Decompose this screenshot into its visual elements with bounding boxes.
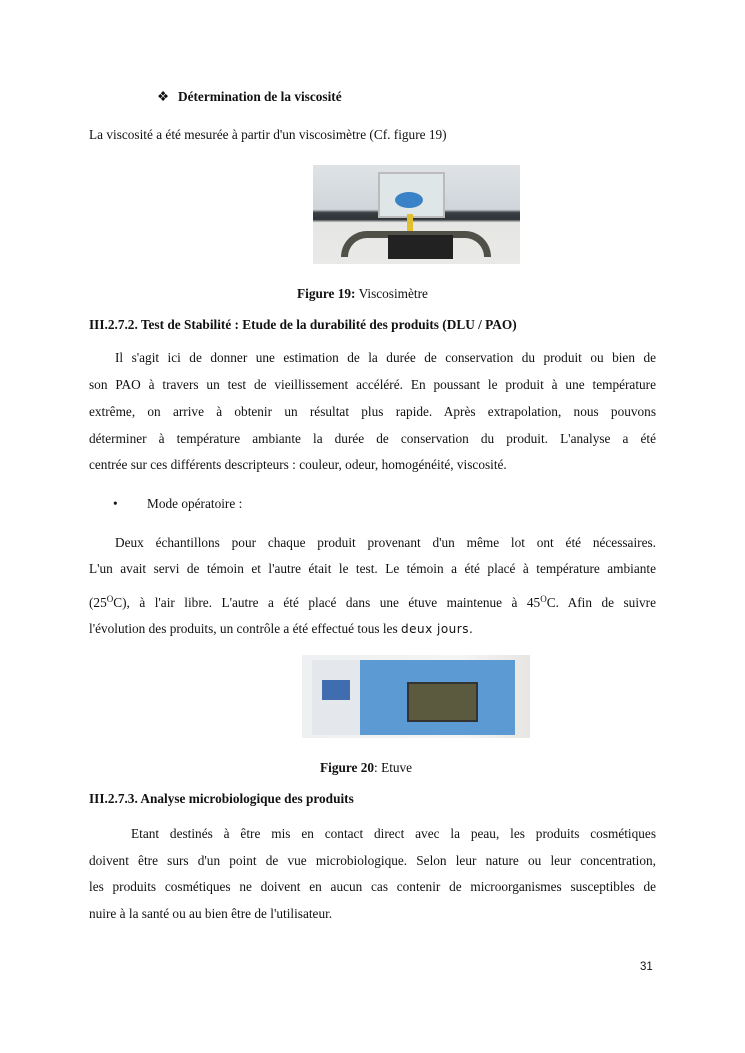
paragraph-line: son PAO à travers un test de vieillissement accéléré. En poussant le produit à une température [89, 377, 656, 392]
paragraph-line: extrême, on arrive à obtenir un résultat plus rapide. Après extrapolation, nous pouvons [89, 404, 656, 419]
paragraph-line: déterminer à température ambiante la durée de conservation du produit. L'analyse a été [89, 431, 656, 446]
text: deux jours. [400, 622, 474, 636]
text: C), à l'air libre. L'autre a été placé dans une étuve maintenue à 45 [113, 595, 541, 610]
page-number: 31 [640, 961, 653, 973]
viscosity-text: La viscosité a été mesurée à partir d'un viscosimètre (Cf. figure 19) [89, 127, 447, 142]
figure-label: Figure 19: [297, 286, 356, 301]
superscript: O [540, 594, 547, 604]
viscometer-image [313, 165, 520, 264]
paragraph-line: doivent être surs d'un point de vue microbiologique. Selon leur nature ou leur concentration, [89, 853, 656, 868]
paragraph-line: Deux échantillons pour chaque produit provenant d'un même lot ont été nécessaires. [115, 535, 656, 550]
superscript: O [106, 594, 114, 604]
figure-caption-text: : Etuve [374, 760, 413, 775]
paragraph-line: Etant destinés à être mis en contact direct avec la peau, les produits cosmétiques [131, 826, 656, 841]
figure-label: Figure 20 [320, 760, 375, 775]
paragraph-line: les produits cosmétiques ne doivent en aucun cas contenir de microorganismes susceptibles de [89, 879, 656, 894]
paragraph-line: centrée sur ces différents descripteurs : couleur, odeur, homogénéité, viscosité. [89, 457, 507, 472]
text: C. Afin de suivre [546, 595, 656, 610]
figure-caption-text: Viscosimètre [355, 286, 428, 301]
text: (25 [89, 595, 107, 610]
heading-viscosity: Détermination de la viscosité [178, 89, 342, 104]
section-micro-heading: III.2.7.3. Analyse microbiologique des produits [89, 791, 354, 806]
section-stability-heading: III.2.7.2. Test de Stabilité : Etude de la durabilité des produits (DLU / PAO) [89, 317, 517, 332]
paragraph-line: nuire à la santé ou au bien être de l'utilisateur. [89, 906, 333, 921]
paragraph-line: L'un avait servi de témoin et l'autre était le test. Le témoin a été placé à température ambiante [89, 561, 656, 576]
figure-20-caption [320, 760, 412, 776]
paragraph-line-temperature [89, 594, 656, 611]
etuve-image [302, 655, 530, 738]
diamond-bullet-icon: ❖ [157, 89, 169, 104]
mode-label: Mode opératoire : [147, 496, 243, 511]
figure-19-caption [297, 286, 428, 302]
text: l'évolution des produits, un contrôle a été effectué tous les [89, 621, 401, 636]
paragraph-line [89, 621, 656, 637]
paragraph-line: Il s'agit ici de donner une estimation de la durée de conservation du produit ou bien de [115, 350, 656, 365]
bullet-icon: • [113, 496, 118, 511]
